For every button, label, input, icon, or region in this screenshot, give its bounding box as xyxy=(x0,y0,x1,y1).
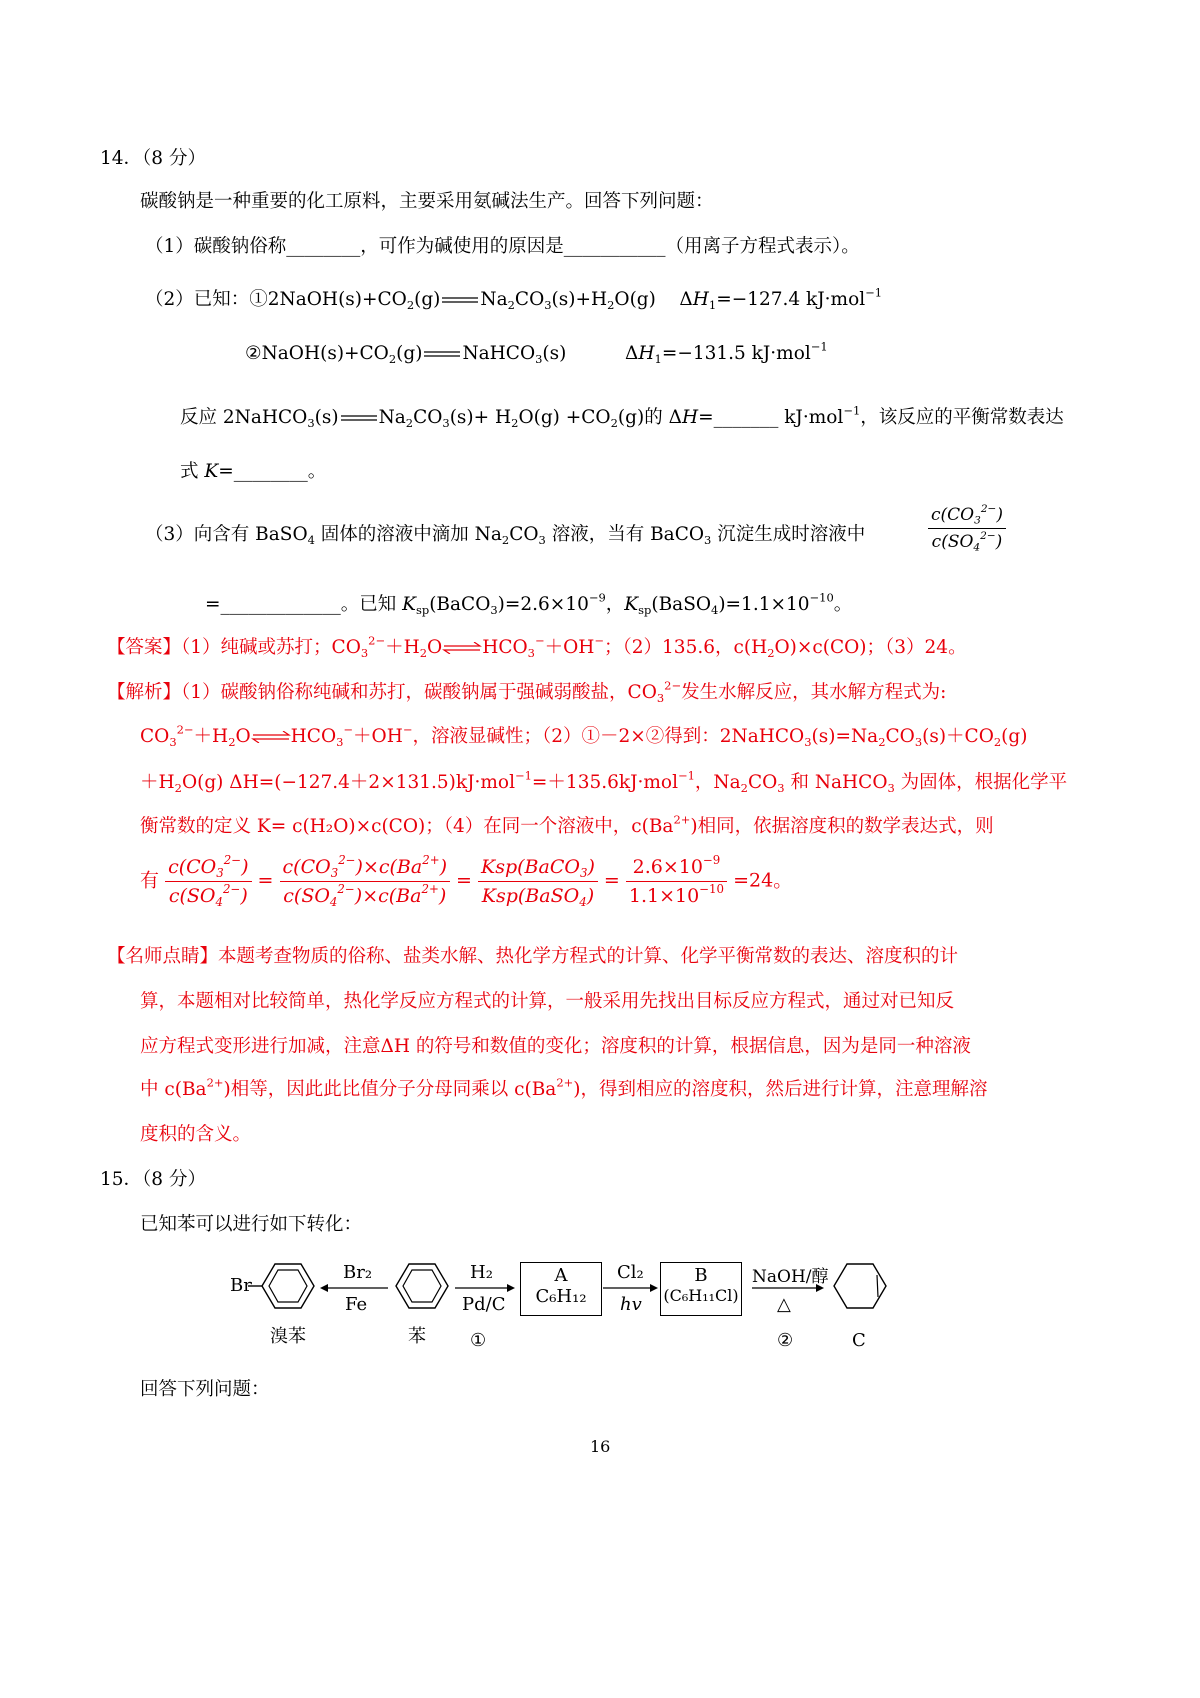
reagent-cl2: Cl₂ xyxy=(617,1262,644,1283)
q14-k-expression: 式 K=________。 xyxy=(180,461,327,482)
page-number: 16 xyxy=(590,1437,611,1456)
q14-tip-line4: 中 $c(Ba^{2+})$相等，因此此比值分子分母同乘以 $c(Ba^{2+})$，得到相应的溶度积，然后进行计算，注意理解溶 xyxy=(140,1075,988,1100)
product-c-label: C xyxy=(852,1330,866,1351)
bromobenzene-label: 溴苯 xyxy=(270,1326,306,1347)
q14-tip-line5: 度积的含义。 xyxy=(140,1124,252,1145)
q14-reaction-1: （2）已知：$①2NaOH(s)+CO_2(g)$ $Na_2CO_3(s)+H_2O(g)$ $\Delta H_1=-127.4$ kJ·mol$^{-1}$ xyxy=(145,285,883,312)
q14-part1: （1）碳酸钠俗称________，可作为碱使用的原因是___________（用离子方程式表示）。 xyxy=(145,236,860,257)
q14-answer: 【答案】（1）纯碱或苏打；$CO_3^{2-}+H_2O$ $HCO_3^-+OH^-$；（2）135.6，$c(H_2O)\times c(CO)$；（3）24。 xyxy=(107,633,967,660)
q15-intro: 已知苯可以进行如下转化： xyxy=(140,1214,363,1235)
benzene-label: 苯 xyxy=(408,1326,426,1347)
q14-analysis-line4: 衡常数的定义 K= c(H₂O)×c(CO)；（4）在同一个溶液中，$c(Ba^{2+})$相同，依据溶度积的数学表达式，则 xyxy=(140,812,994,837)
bromo-br-label: Br xyxy=(230,1275,252,1296)
reagent-naoh-alcohol: NaOH/醇 xyxy=(752,1267,829,1287)
step-1-label: ① xyxy=(470,1330,487,1351)
q14-analysis-line2: $CO_3^{2-}+H_2O$ $HCO_3^-+OH^-$，溶液显碱性；（2）①－2×②得到：$2NaHCO_3(s)=Na_2CO_3(s)+CO_2(g)$ xyxy=(140,722,1028,749)
step-2-label: ② xyxy=(777,1330,794,1351)
compound-a-box: A C₆H₁₂ xyxy=(520,1262,602,1316)
cyclohexene-ring-icon xyxy=(830,1260,890,1320)
compound-b-box: B (C₆H₁₁Cl) xyxy=(660,1262,742,1316)
q14-reaction-2: $②NaOH(s)+CO_2(g)$ NaHCO$_3$(s) xyxy=(245,343,567,366)
q14-intro: 碳酸钠是一种重要的化工原料，主要采用氨碱法生产。回答下列问题： xyxy=(140,191,714,212)
q14-tip-line2: 算，本题相对比较简单，热化学反应方程式的计算，一般采用先找出目标反应方程式，通过对已知反 xyxy=(140,991,955,1012)
q14-analysis-formula: 有 $\frac{c(CO_3^{2-})}{c(SO_4^{2-})}$ = $\frac{c(CO_3^{2-})\times c(Ba^{2+})}{c(SO_4^{2-})\times c(Ba^{2+})}$ = $\frac{Ksp(BaCO_3)}{Ksp(BaSO_4)}$ = $\frac{2.6\times 10^{-9}}{1.1\times 10^{-10}}$ =24。 xyxy=(140,853,793,910)
q14-reaction-2-dh: $\Delta H_1=-131.5$ kJ·mol$^{-1}$ xyxy=(625,339,828,366)
reagent-fe: Fe xyxy=(345,1294,368,1315)
q14-part3: （3）向含有 BaSO$_4$ 固体的溶液中滴加 $Na_2CO_3$ 溶液，当有 BaCO$_3$ 沉淀生成时溶液中 xyxy=(145,524,866,547)
q15-question: 回答下列问题： xyxy=(140,1379,270,1400)
arrow-right-icon xyxy=(455,1283,515,1293)
arrow-left-icon xyxy=(320,1283,390,1293)
reagent-heat: △ xyxy=(777,1294,791,1315)
reagent-h2: H₂ xyxy=(470,1262,493,1283)
arrow-right-icon xyxy=(603,1283,658,1293)
q14-part3-ksp: =_____________。已知 $K_{sp}(BaCO_3)=2.6\times 10^{-9}$，$K_{sp}(BaSO_4)=1.1\times 10^{-10}$。 xyxy=(205,590,853,617)
q14-header: 14．（8 分） xyxy=(100,148,206,169)
reagent-br2: Br₂ xyxy=(343,1262,373,1283)
q14-target-reaction: 反应 2NaHCO$_3$(s) $Na_2CO_3(s)+ H_2O(g) +CO_2(g)$的 ΔH=_______ kJ·mol$^{-1}$，该反应的平衡常数表达 xyxy=(180,403,1064,430)
bromobenzene-ring-icon xyxy=(248,1260,323,1320)
q14-tip-line3: 应方程式变形进行加减，注意ΔH 的符号和数值的变化；溶度积的计算，根据信息，因为是同一种溶液 xyxy=(140,1036,971,1057)
q14-tip-line1: 【名师点睛】本题考查物质的俗称、盐类水解、热化学方程式的计算、化学平衡常数的表达、溶度积的计 xyxy=(107,946,959,967)
q15-header: 15．（8 分） xyxy=(100,1169,206,1190)
q14-ratio-fraction: $\frac{c(CO_3^{2-})}{c(SO_4^{2-})}$ xyxy=(928,505,1006,552)
reagent-pdc: Pd/C xyxy=(462,1294,506,1315)
reagent-hv: hv xyxy=(620,1294,642,1315)
q14-analysis-line3: $+H_2O(g)$ ΔH=(−127.4＋2×131.5)kJ·mol$^{-1}$=＋135.6kJ·mol$^{-1}$，$Na_2CO_3$ 和 NaHCO$_3$ 为固体，根据化学平 xyxy=(140,768,1068,795)
q14-analysis-line1: 【解析】（1）碳酸钠俗称纯碱和苏打，碳酸钠属于强碱弱酸盐，$CO_3^{2-}$发生水解反应，其水解方程式为: xyxy=(107,678,947,705)
benzene-ring-icon xyxy=(392,1260,452,1320)
